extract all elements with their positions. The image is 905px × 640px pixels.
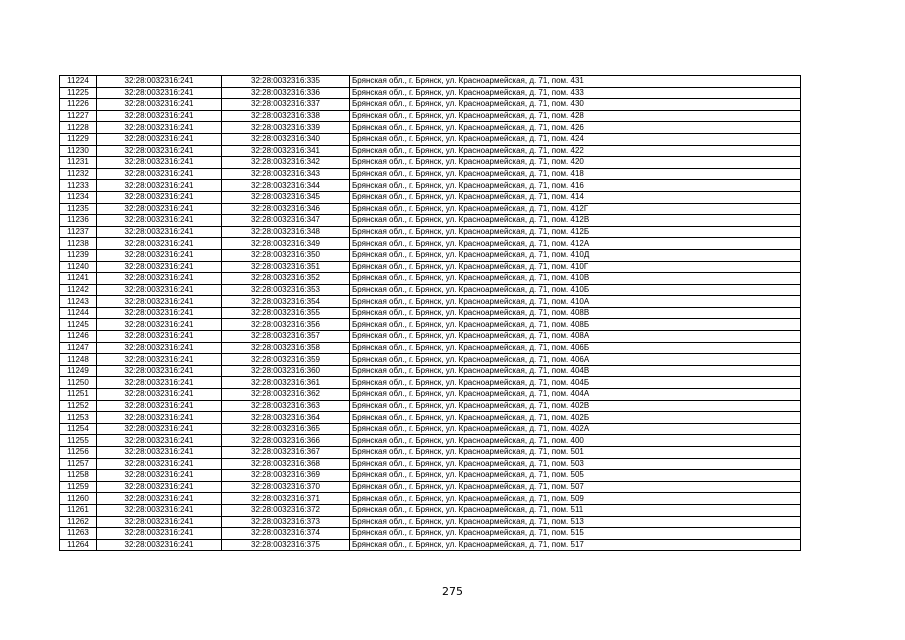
- parent-cadastral-number-cell: 32:28:0032316:241: [97, 389, 222, 401]
- parent-cadastral-number-cell: 32:28:0032316:241: [97, 319, 222, 331]
- table-row: [60, 307, 801, 319]
- parent-cadastral-number-cell: 32:28:0032316:241: [97, 273, 222, 285]
- row-number-cell: 11256: [60, 447, 97, 459]
- row-number-cell: 11240: [60, 261, 97, 273]
- address-cell: Брянская обл., г. Брянск, ул. Красноармейская, д. 71, пом. 404В: [350, 365, 801, 377]
- address-cell: Брянская обл., г. Брянск, ул. Красноармейская, д. 71, пом. 410Г: [350, 261, 801, 273]
- parent-cadastral-number-cell: 32:28:0032316:241: [97, 354, 222, 366]
- parent-cadastral-number-cell: 32:28:0032316:241: [97, 76, 222, 88]
- cadastral-number-cell: 32:28:0032316:375: [222, 539, 350, 551]
- table-row: [60, 447, 801, 459]
- table-row: [60, 365, 801, 377]
- cadastral-number-cell: 32:28:0032316:352: [222, 273, 350, 285]
- row-number-cell: 11234: [60, 191, 97, 203]
- parent-cadastral-number-cell: 32:28:0032316:241: [97, 423, 222, 435]
- parent-cadastral-number-cell: 32:28:0032316:241: [97, 110, 222, 122]
- cadastral-number-cell: 32:28:0032316:373: [222, 516, 350, 528]
- row-number-cell: 11229: [60, 133, 97, 145]
- parent-cadastral-number-cell: 32:28:0032316:241: [97, 331, 222, 343]
- table-row: [60, 249, 801, 261]
- address-cell: Брянская обл., г. Брянск, ул. Красноармейская, д. 71, пом. 420: [350, 157, 801, 169]
- address-cell: Брянская обл., г. Брянск, ул. Красноармейская, д. 71, пом. 410А: [350, 296, 801, 308]
- parent-cadastral-number-cell: 32:28:0032316:241: [97, 342, 222, 354]
- cadastral-number-cell: 32:28:0032316:343: [222, 168, 350, 180]
- row-number-cell: 11239: [60, 249, 97, 261]
- cadastral-number-cell: 32:28:0032316:354: [222, 296, 350, 308]
- table-row: [60, 319, 801, 331]
- row-number-cell: 11253: [60, 412, 97, 424]
- cadastral-number-cell: 32:28:0032316:356: [222, 319, 350, 331]
- parent-cadastral-number-cell: 32:28:0032316:241: [97, 180, 222, 192]
- parent-cadastral-number-cell: 32:28:0032316:241: [97, 99, 222, 111]
- row-number-cell: 11244: [60, 307, 97, 319]
- row-number-cell: 11248: [60, 354, 97, 366]
- parent-cadastral-number-cell: 32:28:0032316:241: [97, 145, 222, 157]
- cadastral-number-cell: 32:28:0032316:371: [222, 493, 350, 505]
- table-row: [60, 87, 801, 99]
- cadastral-number-cell: 32:28:0032316:365: [222, 423, 350, 435]
- cadastral-number-cell: 32:28:0032316:372: [222, 504, 350, 516]
- cadastral-number-cell: 32:28:0032316:341: [222, 145, 350, 157]
- row-number-cell: 11225: [60, 87, 97, 99]
- cadastral-number-cell: 32:28:0032316:355: [222, 307, 350, 319]
- address-cell: Брянская обл., г. Брянск, ул. Красноармейская, д. 71, пом. 406А: [350, 354, 801, 366]
- table-row: [60, 145, 801, 157]
- cadastral-number-cell: 32:28:0032316:350: [222, 249, 350, 261]
- table-row: [60, 168, 801, 180]
- address-cell: Брянская обл., г. Брянск, ул. Красноармейская, д. 71, пом. 515: [350, 528, 801, 540]
- address-cell: Брянская обл., г. Брянск, ул. Красноармейская, д. 71, пом. 424: [350, 133, 801, 145]
- address-cell: Брянская обл., г. Брянск, ул. Красноармейская, д. 71, пом. 428: [350, 110, 801, 122]
- row-number-cell: 11238: [60, 238, 97, 250]
- address-cell: Брянская обл., г. Брянск, ул. Красноармейская, д. 71, пом. 408В: [350, 307, 801, 319]
- table-row: [60, 238, 801, 250]
- cadastral-number-cell: 32:28:0032316:368: [222, 458, 350, 470]
- parent-cadastral-number-cell: 32:28:0032316:241: [97, 168, 222, 180]
- cadastral-number-cell: 32:28:0032316:348: [222, 226, 350, 238]
- parent-cadastral-number-cell: 32:28:0032316:241: [97, 215, 222, 227]
- row-number-cell: 11243: [60, 296, 97, 308]
- table-row: [60, 215, 801, 227]
- address-cell: Брянская обл., г. Брянск, ул. Красноармейская, д. 71, пом. 408А: [350, 331, 801, 343]
- table-row: [60, 203, 801, 215]
- parent-cadastral-number-cell: 32:28:0032316:241: [97, 470, 222, 482]
- table-row: [60, 133, 801, 145]
- cadastral-number-cell: 32:28:0032316:353: [222, 284, 350, 296]
- address-cell: Брянская обл., г. Брянск, ул. Красноармейская, д. 71, пом. 402Б: [350, 412, 801, 424]
- table-row: [60, 342, 801, 354]
- address-cell: Брянская обл., г. Брянск, ул. Красноармейская, д. 71, пом. 412В: [350, 215, 801, 227]
- cadastral-number-cell: 32:28:0032316:359: [222, 354, 350, 366]
- row-number-cell: 11231: [60, 157, 97, 169]
- cadastral-number-cell: 32:28:0032316:364: [222, 412, 350, 424]
- table-row: [60, 273, 801, 285]
- parent-cadastral-number-cell: 32:28:0032316:241: [97, 191, 222, 203]
- table-row: [60, 504, 801, 516]
- table-row: [60, 226, 801, 238]
- row-number-cell: 11226: [60, 99, 97, 111]
- row-number-cell: 11251: [60, 389, 97, 401]
- parent-cadastral-number-cell: 32:28:0032316:241: [97, 365, 222, 377]
- row-number-cell: 11262: [60, 516, 97, 528]
- table-row: [60, 516, 801, 528]
- parent-cadastral-number-cell: 32:28:0032316:241: [97, 238, 222, 250]
- address-cell: Брянская обл., г. Брянск, ул. Красноармейская, д. 71, пом. 404А: [350, 389, 801, 401]
- table-row: [60, 493, 801, 505]
- cadastral-number-cell: 32:28:0032316:362: [222, 389, 350, 401]
- table-row: [60, 354, 801, 366]
- parent-cadastral-number-cell: 32:28:0032316:241: [97, 226, 222, 238]
- address-cell: Брянская обл., г. Брянск, ул. Красноармейская, д. 71, пом. 410Б: [350, 284, 801, 296]
- row-number-cell: 11258: [60, 470, 97, 482]
- parent-cadastral-number-cell: 32:28:0032316:241: [97, 412, 222, 424]
- cadastral-number-cell: 32:28:0032316:369: [222, 470, 350, 482]
- parent-cadastral-number-cell: 32:28:0032316:241: [97, 400, 222, 412]
- cadastral-number-cell: 32:28:0032316:346: [222, 203, 350, 215]
- parent-cadastral-number-cell: 32:28:0032316:241: [97, 516, 222, 528]
- table-row: [60, 528, 801, 540]
- address-cell: Брянская обл., г. Брянск, ул. Красноармейская, д. 71, пом. 404Б: [350, 377, 801, 389]
- address-cell: Брянская обл., г. Брянск, ул. Красноармейская, д. 71, пом. 406Б: [350, 342, 801, 354]
- cadastral-number-cell: 32:28:0032316:367: [222, 447, 350, 459]
- parent-cadastral-number-cell: 32:28:0032316:241: [97, 493, 222, 505]
- table-row: [60, 284, 801, 296]
- row-number-cell: 11236: [60, 215, 97, 227]
- parent-cadastral-number-cell: 32:28:0032316:241: [97, 481, 222, 493]
- row-number-cell: 11249: [60, 365, 97, 377]
- cadastral-number-cell: 32:28:0032316:363: [222, 400, 350, 412]
- address-cell: Брянская обл., г. Брянск, ул. Красноармейская, д. 71, пом. 422: [350, 145, 801, 157]
- address-cell: Брянская обл., г. Брянск, ул. Красноармейская, д. 71, пом. 509: [350, 493, 801, 505]
- cadastral-number-cell: 32:28:0032316:349: [222, 238, 350, 250]
- parent-cadastral-number-cell: 32:28:0032316:241: [97, 435, 222, 447]
- address-cell: Брянская обл., г. Брянск, ул. Красноармейская, д. 71, пом. 400: [350, 435, 801, 447]
- table-row: [60, 481, 801, 493]
- address-cell: Брянская обл., г. Брянск, ул. Красноармейская, д. 71, пом. 412Б: [350, 226, 801, 238]
- address-cell: Брянская обл., г. Брянск, ул. Красноармейская, д. 71, пом. 426: [350, 122, 801, 134]
- cadastral-number-cell: 32:28:0032316:347: [222, 215, 350, 227]
- address-cell: Брянская обл., г. Брянск, ул. Красноармейская, д. 71, пом. 412А: [350, 238, 801, 250]
- table-row: [60, 470, 801, 482]
- table-row: [60, 296, 801, 308]
- table-row: [60, 180, 801, 192]
- address-cell: Брянская обл., г. Брянск, ул. Красноармейская, д. 71, пом. 430: [350, 99, 801, 111]
- address-cell: Брянская обл., г. Брянск, ул. Красноармейская, д. 71, пом. 501: [350, 447, 801, 459]
- parent-cadastral-number-cell: 32:28:0032316:241: [97, 133, 222, 145]
- cadastral-number-cell: 32:28:0032316:351: [222, 261, 350, 273]
- address-cell: Брянская обл., г. Брянск, ул. Красноармейская, д. 71, пом. 402В: [350, 400, 801, 412]
- table-row: [60, 435, 801, 447]
- table-row: [60, 261, 801, 273]
- parent-cadastral-number-cell: 32:28:0032316:241: [97, 261, 222, 273]
- cadastral-number-cell: 32:28:0032316:336: [222, 87, 350, 99]
- parent-cadastral-number-cell: 32:28:0032316:241: [97, 307, 222, 319]
- parent-cadastral-number-cell: 32:28:0032316:241: [97, 377, 222, 389]
- row-number-cell: 11242: [60, 284, 97, 296]
- table-row: [60, 76, 801, 88]
- address-cell: Брянская обл., г. Брянск, ул. Красноармейская, д. 71, пом. 517: [350, 539, 801, 551]
- page-number: 275: [442, 585, 463, 598]
- table-row: [60, 400, 801, 412]
- table-row: [60, 412, 801, 424]
- row-number-cell: 11241: [60, 273, 97, 285]
- row-number-cell: 11233: [60, 180, 97, 192]
- cadastral-number-cell: 32:28:0032316:335: [222, 76, 350, 88]
- cadastral-number-cell: 32:28:0032316:370: [222, 481, 350, 493]
- table-row: [60, 122, 801, 134]
- parent-cadastral-number-cell: 32:28:0032316:241: [97, 122, 222, 134]
- parent-cadastral-number-cell: 32:28:0032316:241: [97, 284, 222, 296]
- table-row: [60, 191, 801, 203]
- table-row: [60, 377, 801, 389]
- parent-cadastral-number-cell: 32:28:0032316:241: [97, 296, 222, 308]
- parent-cadastral-number-cell: 32:28:0032316:241: [97, 539, 222, 551]
- registry-table-body: [60, 76, 801, 551]
- cadastral-number-cell: 32:28:0032316:344: [222, 180, 350, 192]
- cadastral-number-cell: 32:28:0032316:339: [222, 122, 350, 134]
- cadastral-number-cell: 32:28:0032316:358: [222, 342, 350, 354]
- table-row: [60, 99, 801, 111]
- parent-cadastral-number-cell: 32:28:0032316:241: [97, 447, 222, 459]
- cadastral-number-cell: 32:28:0032316:338: [222, 110, 350, 122]
- row-number-cell: 11252: [60, 400, 97, 412]
- table-row: [60, 110, 801, 122]
- address-cell: Брянская обл., г. Брянск, ул. Красноармейская, д. 71, пом. 431: [350, 76, 801, 88]
- table-row: [60, 423, 801, 435]
- row-number-cell: 11257: [60, 458, 97, 470]
- row-number-cell: 11228: [60, 122, 97, 134]
- address-cell: Брянская обл., г. Брянск, ул. Красноармейская, д. 71, пом. 410Д: [350, 249, 801, 261]
- parent-cadastral-number-cell: 32:28:0032316:241: [97, 249, 222, 261]
- address-cell: Брянская обл., г. Брянск, ул. Красноармейская, д. 71, пом. 511: [350, 504, 801, 516]
- row-number-cell: 11232: [60, 168, 97, 180]
- parent-cadastral-number-cell: 32:28:0032316:241: [97, 157, 222, 169]
- row-number-cell: 11250: [60, 377, 97, 389]
- address-cell: Брянская обл., г. Брянск, ул. Красноармейская, д. 71, пом. 412Г: [350, 203, 801, 215]
- address-cell: Брянская обл., г. Брянск, ул. Красноармейская, д. 71, пом. 418: [350, 168, 801, 180]
- row-number-cell: 11246: [60, 331, 97, 343]
- address-cell: Брянская обл., г. Брянск, ул. Красноармейская, д. 71, пом. 408Б: [350, 319, 801, 331]
- parent-cadastral-number-cell: 32:28:0032316:241: [97, 87, 222, 99]
- row-number-cell: 11224: [60, 76, 97, 88]
- row-number-cell: 11245: [60, 319, 97, 331]
- row-number-cell: 11254: [60, 423, 97, 435]
- row-number-cell: 11259: [60, 481, 97, 493]
- row-number-cell: 11235: [60, 203, 97, 215]
- row-number-cell: 11255: [60, 435, 97, 447]
- registry-table: [59, 75, 801, 551]
- cadastral-number-cell: 32:28:0032316:360: [222, 365, 350, 377]
- table-row: [60, 157, 801, 169]
- table-row: [60, 458, 801, 470]
- address-cell: Брянская обл., г. Брянск, ул. Красноармейская, д. 71, пом. 414: [350, 191, 801, 203]
- parent-cadastral-number-cell: 32:28:0032316:241: [97, 504, 222, 516]
- table-row: [60, 331, 801, 343]
- row-number-cell: 11261: [60, 504, 97, 516]
- cadastral-number-cell: 32:28:0032316:345: [222, 191, 350, 203]
- parent-cadastral-number-cell: 32:28:0032316:241: [97, 528, 222, 540]
- row-number-cell: 11237: [60, 226, 97, 238]
- address-cell: Брянская обл., г. Брянск, ул. Красноармейская, д. 71, пом. 410В: [350, 273, 801, 285]
- parent-cadastral-number-cell: 32:28:0032316:241: [97, 458, 222, 470]
- cadastral-number-cell: 32:28:0032316:361: [222, 377, 350, 389]
- address-cell: Брянская обл., г. Брянск, ул. Красноармейская, д. 71, пом. 433: [350, 87, 801, 99]
- address-cell: Брянская обл., г. Брянск, ул. Красноармейская, д. 71, пом. 505: [350, 470, 801, 482]
- cadastral-number-cell: 32:28:0032316:366: [222, 435, 350, 447]
- parent-cadastral-number-cell: 32:28:0032316:241: [97, 203, 222, 215]
- table-row: [60, 539, 801, 551]
- row-number-cell: 11230: [60, 145, 97, 157]
- address-cell: Брянская обл., г. Брянск, ул. Красноармейская, д. 71, пом. 416: [350, 180, 801, 192]
- cadastral-number-cell: 32:28:0032316:357: [222, 331, 350, 343]
- cadastral-number-cell: 32:28:0032316:374: [222, 528, 350, 540]
- row-number-cell: 11264: [60, 539, 97, 551]
- row-number-cell: 11263: [60, 528, 97, 540]
- row-number-cell: 11227: [60, 110, 97, 122]
- address-cell: Брянская обл., г. Брянск, ул. Красноармейская, д. 71, пом. 513: [350, 516, 801, 528]
- cadastral-number-cell: 32:28:0032316:340: [222, 133, 350, 145]
- cadastral-number-cell: 32:28:0032316:337: [222, 99, 350, 111]
- cadastral-number-cell: 32:28:0032316:342: [222, 157, 350, 169]
- table-row: [60, 389, 801, 401]
- row-number-cell: 11260: [60, 493, 97, 505]
- address-cell: Брянская обл., г. Брянск, ул. Красноармейская, д. 71, пом. 402А: [350, 423, 801, 435]
- row-number-cell: 11247: [60, 342, 97, 354]
- address-cell: Брянская обл., г. Брянск, ул. Красноармейская, д. 71, пом. 503: [350, 458, 801, 470]
- address-cell: Брянская обл., г. Брянск, ул. Красноармейская, д. 71, пом. 507: [350, 481, 801, 493]
